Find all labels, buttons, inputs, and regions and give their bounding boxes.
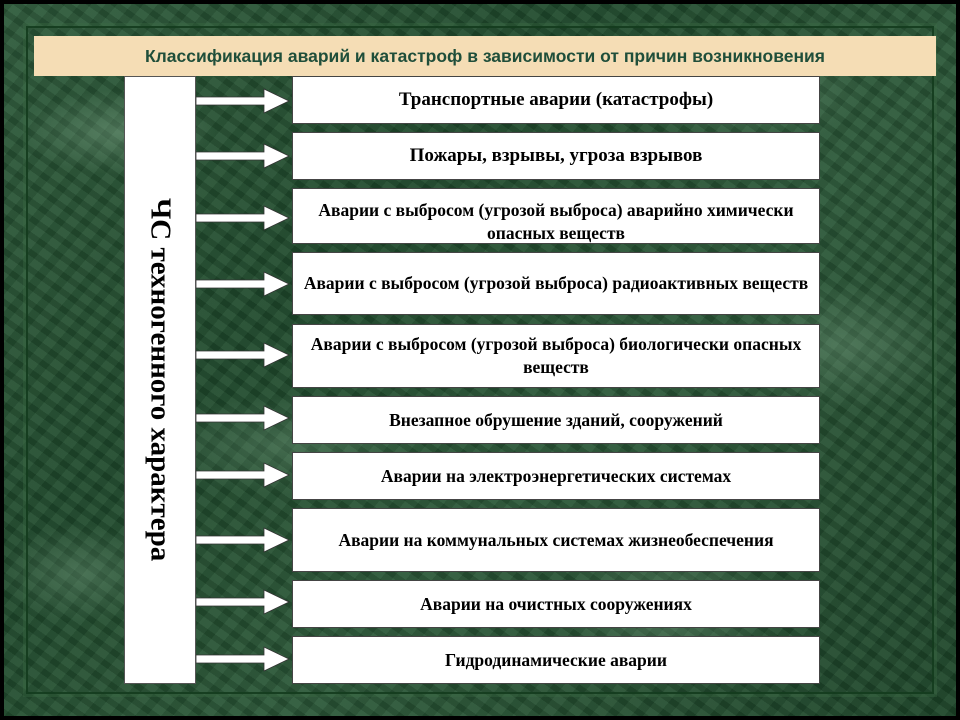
arrow-to-category-3 [196, 204, 291, 232]
category-box-utilities [292, 508, 820, 572]
arrow-to-category-1 [196, 87, 291, 115]
arrow-to-category-5 [196, 341, 291, 369]
title-bar [34, 36, 936, 76]
arrow-to-category-10 [196, 645, 291, 673]
root-category-label: ЧС техногенного характера [144, 198, 177, 562]
slide-title: Классификация аварий и катастроф в зависимости от причин возникновения [144, 45, 826, 66]
category-label: Аварии с выбросом (угрозой выброса) аварийно химически опасных веществ [318, 200, 794, 243]
category-box-collapse [292, 396, 820, 444]
category-label: Гидродинамические аварии [445, 649, 667, 670]
category-box-chemical [292, 188, 820, 244]
arrow-to-category-6 [196, 404, 291, 432]
arrow-to-category-2 [196, 142, 291, 170]
arrow-to-category-4 [196, 270, 291, 298]
category-label: Аварии на очистных сооружениях [420, 593, 692, 614]
arrow-to-category-8 [196, 526, 291, 554]
category-box-radioactive [292, 252, 820, 315]
category-label: Аварии на коммунальных системах жизнеобеспечения [338, 529, 774, 550]
root-category-box [124, 76, 196, 684]
category-label: Внезапное обрушение зданий, сооружений [389, 409, 723, 430]
arrow-to-category-9 [196, 588, 291, 616]
category-label: Пожары, взрывы, угроза взрывов [409, 144, 703, 166]
category-label: Аварии на электроэнергетических системах [380, 465, 732, 486]
arrow-to-category-7 [196, 461, 291, 489]
category-label: Аварии с выбросом (угрозой выброса) биологически опасных веществ [310, 334, 802, 377]
category-label: Транспортные аварии (катастрофы) [398, 88, 714, 110]
category-box-fires [292, 132, 820, 180]
category-box-treatment [292, 580, 820, 628]
category-box-hydrodynamic [292, 636, 820, 684]
category-box-power [292, 452, 820, 500]
category-box-biological [292, 324, 820, 388]
category-label: Аварии с выбросом (угрозой выброса) радиоактивных веществ [303, 273, 809, 294]
category-box-transport [292, 76, 820, 124]
